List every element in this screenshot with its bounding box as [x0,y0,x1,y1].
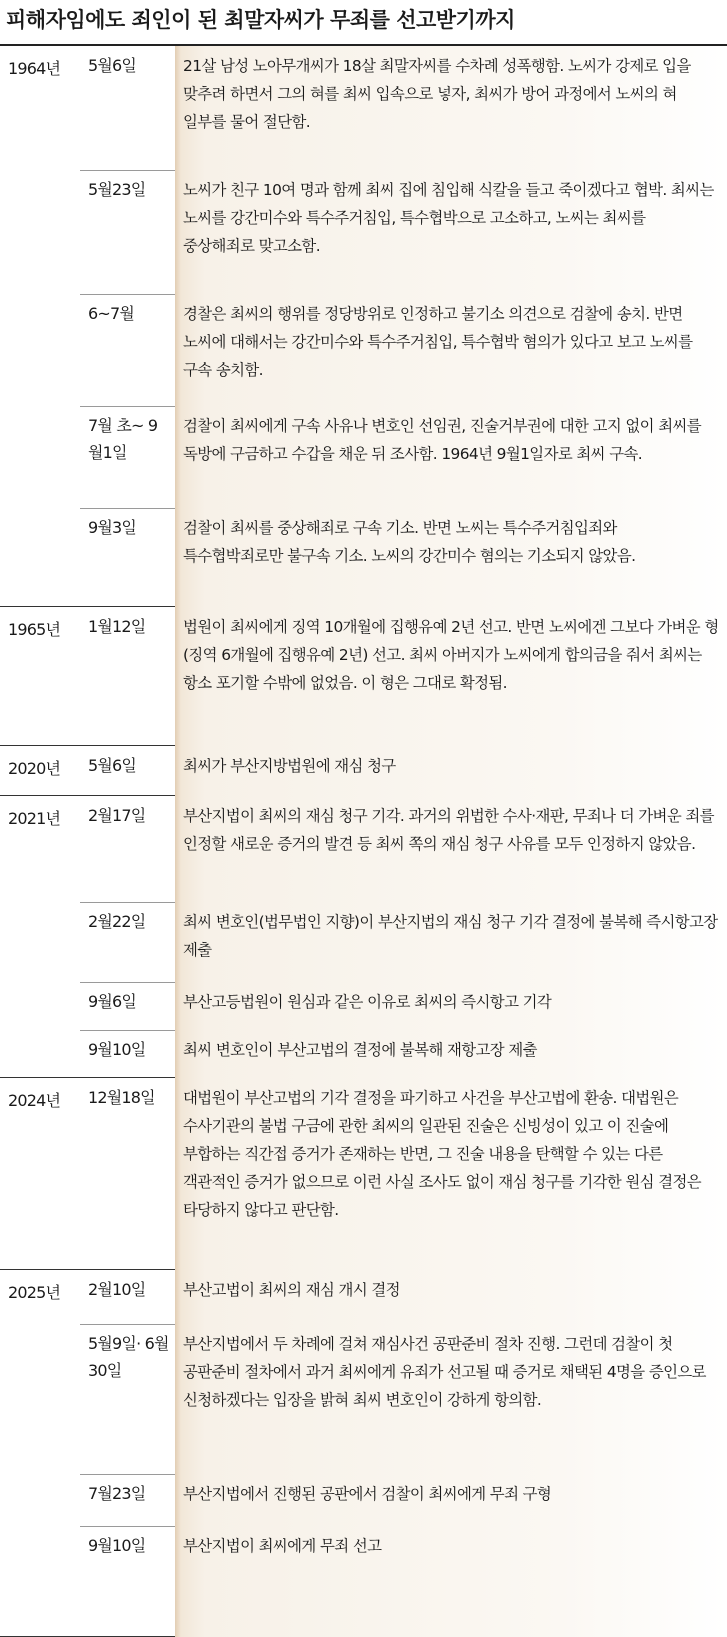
year-group-1964 [0,46,727,607]
entry-date: 2월10일 [88,1280,146,1299]
year-label: 2025년 [8,1283,61,1302]
timeline-entry [0,982,727,1030]
entry-date: 5월6일 [88,56,137,75]
entry-date: 2월17일 [88,806,146,825]
entry-date: 9월10일 [88,1536,146,1555]
timeline-entry [0,46,727,170]
timeline-entry [0,1270,727,1324]
timeline-entry [0,1526,727,1637]
timeline-entry [0,746,727,796]
timeline-entry [0,508,727,607]
timeline [0,44,727,1635]
entry-date: 5월9일· 6월30일 [88,1334,169,1380]
entry-date: 9월10일 [88,1040,146,1059]
entry-description: 검찰이 최씨를 중상해죄로 구속 기소. 반면 노씨는 특수주거침입죄와 특수협박죄로만 불구속 기소. 노씨의 강간미수 혐의는 기소되지 않았음. [175,508,727,607]
entry-description: 경찰은 최씨의 행위를 정당방위로 인정하고 불기소 의견으로 검찰에 송치. 반면 노씨에 대해서는 강간미수와 특수주거침입, 특수협박 혐의가 있다고 보고 노씨를 구속 송치함. [175,294,727,406]
timeline-entry [0,1030,727,1078]
entry-description: 최씨 변호인(법무법인 지향)이 부산지법의 재심 청구 기각 결정에 불복해 즉시항고장 제출 [175,902,727,982]
timeline-entry [0,1324,727,1474]
entry-description: 부산지법이 최씨의 재심 청구 기각. 과거의 위법한 수사·재판, 무죄나 더 가벼운 죄를 인정할 새로운 증거의 발견 등 최씨 쪽의 재심 청구 사유를 모두 인정하지 않았음. [175,796,727,902]
entry-date: 7월 초~ 9월1일 [88,416,158,462]
entry-description: 법원이 최씨에게 징역 10개월에 집행유예 2년 선고. 반면 노씨에겐 그보다 가벼운 형(징역 6개월에 집행유예 2년) 선고. 최씨 아버지가 노씨에게 합의금을 줘서 최씨는 항소 포기할 수밖에 없었음. 이 형은 그대로 확정됨. [175,607,727,746]
entry-description: 부산고법이 최씨의 재심 개시 결정 [175,1270,727,1324]
year-group-2025 [0,1270,727,1637]
entry-description: 부산지법에서 진행된 공판에서 검찰이 최씨에게 무죄 구형 [175,1474,727,1526]
entry-date: 12월18일 [88,1088,155,1107]
entry-description: 부산지법에서 두 차례에 걸쳐 재심사건 공판준비 절차 진행. 그런데 검찰이 첫 공판준비 절차에서 과거 최씨에게 유죄가 선고될 때 증거로 채택된 4명을 증인으로 신청하겠다는 입장을 밝혀 최씨 변호인이 강하게 항의함. [175,1324,727,1474]
entry-description: 검찰이 최씨에게 구속 사유나 변호인 선임권, 진술거부권에 대한 고지 없이 최씨를 독방에 구금하고 수갑을 채운 뒤 조사함. 1964년 9월1일자로 최씨 구속. [175,406,727,508]
year-label: 1964년 [8,59,61,78]
year-label: 2020년 [8,759,61,778]
entry-description: 최씨 변호인이 부산고법의 결정에 불복해 재항고장 제출 [175,1030,727,1078]
timeline-entry [0,1474,727,1526]
entry-date: 5월23일 [88,180,146,199]
entry-date: 2월22일 [88,912,146,931]
entry-date: 7월23일 [88,1484,146,1503]
entry-date: 9월3일 [88,518,137,537]
year-label: 2024년 [8,1091,61,1110]
entry-description: 부산지법이 최씨에게 무죄 선고 [175,1526,727,1637]
year-group-2021 [0,796,727,1078]
year-label: 2021년 [8,809,61,828]
entry-description: 노씨가 친구 10여 명과 함께 최씨 집에 침입해 식칼을 들고 죽이겠다고 협박. 최씨는 노씨를 강간미수와 특수주거침입, 특수협박으로 고소하고, 노씨는 최씨를 중상해죄로 맞고소함. [175,170,727,294]
infographic-title: 피해자임에도 죄인이 된 최말자씨가 무죄를 선고받기까지 [6,8,515,32]
entry-date: 6~7월 [88,304,135,323]
entry-description: 21살 남성 노아무개씨가 18살 최말자씨를 수차례 성폭행함. 노씨가 강제로 입을 맞추려 하면서 그의 혀를 최씨 입속으로 넣자, 최씨가 방어 과정에서 노씨의 혀 일부를 물어 절단함. [175,46,727,170]
year-label: 1965년 [8,620,61,639]
entry-description: 부산고등법원이 원심과 같은 이유로 최씨의 즉시항고 기각 [175,982,727,1030]
timeline-entry [0,294,727,406]
year-group-2024 [0,1078,727,1270]
entry-date: 5월6일 [88,756,137,775]
year-group-1965 [0,607,727,746]
timeline-entry [0,796,727,902]
timeline-entry [0,902,727,982]
timeline-entry [0,170,727,294]
entry-description: 최씨가 부산지방법원에 재심 청구 [175,746,727,796]
timeline-entry [0,607,727,746]
entry-date: 9월6일 [88,992,137,1011]
timeline-entry [0,406,727,508]
timeline-entry [0,1078,727,1270]
entry-description: 대법원이 부산고법의 기각 결정을 파기하고 사건을 부산고법에 환송. 대법원은 수사기관의 불법 구금에 관한 최씨의 일관된 진술은 신빙성이 있고 이 진술에 부합하는 직간접 증거가 존재하는 반면, 그 진술 내용을 탄핵할 수 있는 다른 객관적인 증거가 없으므로 이런 사실 조사도 없이 재심 청구를 기각한 원심 결정은 타당하지 않다고 판단함. [175,1078,727,1270]
entry-date: 1월12일 [88,617,146,636]
year-group-2020 [0,746,727,796]
